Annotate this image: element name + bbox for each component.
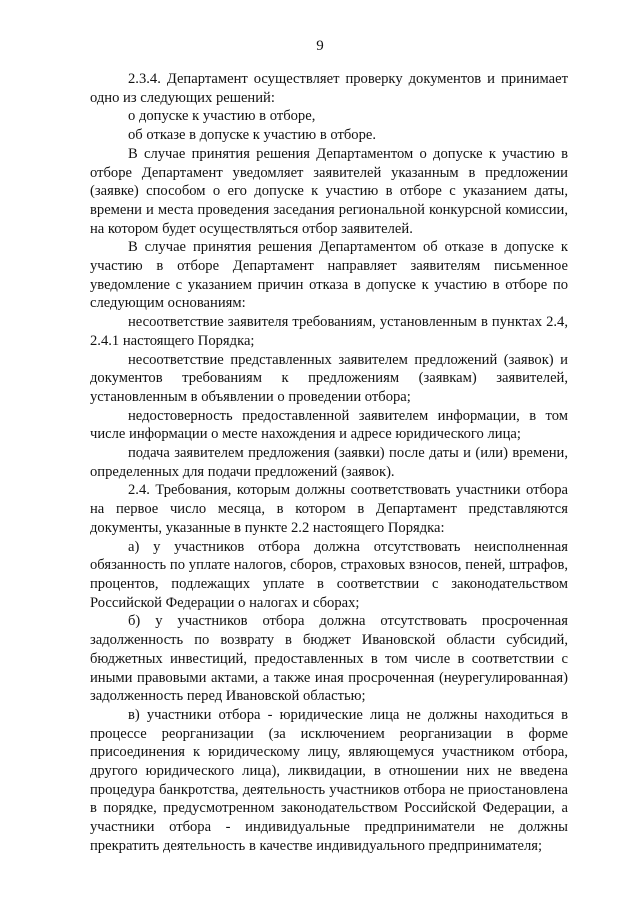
refusal-ground-1: несоответствие заявителя требованиям, установленным в пунктах 2.4, 2.4.1 настоящего Порядка; bbox=[90, 314, 568, 349]
paragraph-2-4: 2.4. Требования, которым должны соответствовать участники отбора на первое число месяца, в котором в Департамент представляются документы, указанные в пункте 2.2 настоящего Порядка: bbox=[90, 482, 568, 536]
decision-option-admit: о допуске к участию в отборе, bbox=[128, 108, 316, 125]
refusal-ground-4: подача заявителем предложения (заявки) после даты и (или) времени, определенных для подачи предложений (заявок). bbox=[90, 445, 568, 480]
requirement-b: б) у участников отбора должна отсутствовать просроченная задолженность по возврату в бюджет Ивановской области субсидий, бюджетных инвестиций, предоставленных в том числе в соответствии с иными правовыми актами, а также иная просроченная (неурегулированная) задолженность перед Ивановской областью; bbox=[90, 613, 568, 705]
requirement-a: а) у участников отбора должна отсутствовать неисполненная обязанность по уплате налогов, сборов, страховых взносов, пеней, штрафов, процентов, подлежащих уплате в соответствии с законодательством Российской Федерации о налогах и сборах; bbox=[90, 538, 568, 611]
paragraph-2-3-4: 2.3.4. Департамент осуществляет проверку документов и принимает одно из следующих решений: bbox=[90, 71, 568, 106]
refusal-ground-3: недостоверность предоставленной заявителем информации, в том числе информации о месте нахождения и адресе юридического лица; bbox=[90, 407, 568, 443]
decision-option-refuse: об отказе в допуске к участию в отборе. bbox=[128, 127, 377, 144]
refusal-ground-2: несоответствие представленных заявителем предложений (заявок) и документов требованиям к предложениям (заявкам) заявителей, установленным в объявлении о проведении отбора; bbox=[90, 351, 568, 405]
document-body bbox=[90, 70, 568, 856]
paragraph-admission-notice: В случае принятия решения Департаментом о допуске к участию в отборе Департамент уведомляет заявителей указанным в предложении (заявке) способом о его допуске к участию в отборе с указанием даты, времени и места проведения заседания региональной конкурсной комиссии, на котором будет осуществляться отбор заявителей. bbox=[90, 145, 568, 237]
requirement-v: в) участники отбора - юридические лица не должны находиться в процессе реорганизации (за исключением реорганизации в форме присоединения к юридическому лицу, являющемуся участником отбора, другого юридического лица), ликвидации, в отношении них не введена процедура банкротства, деятельность участников отбора не приостановлена в порядке, предусмотренном законодательством Российской Федерации, а участники отбора - индивидуальные предприниматели не должны прекратить деятельность в качестве индивидуального предпринимателя; bbox=[90, 706, 568, 854]
paragraph-refusal-notice: В случае принятия решения Департаментом об отказе в допуске к участию в отборе Департамент направляет заявителям письменное уведомление с указанием причин отказа в допуске к участию в отборе по следующим основаниям: bbox=[90, 239, 568, 312]
page-number: 9 bbox=[316, 38, 324, 54]
